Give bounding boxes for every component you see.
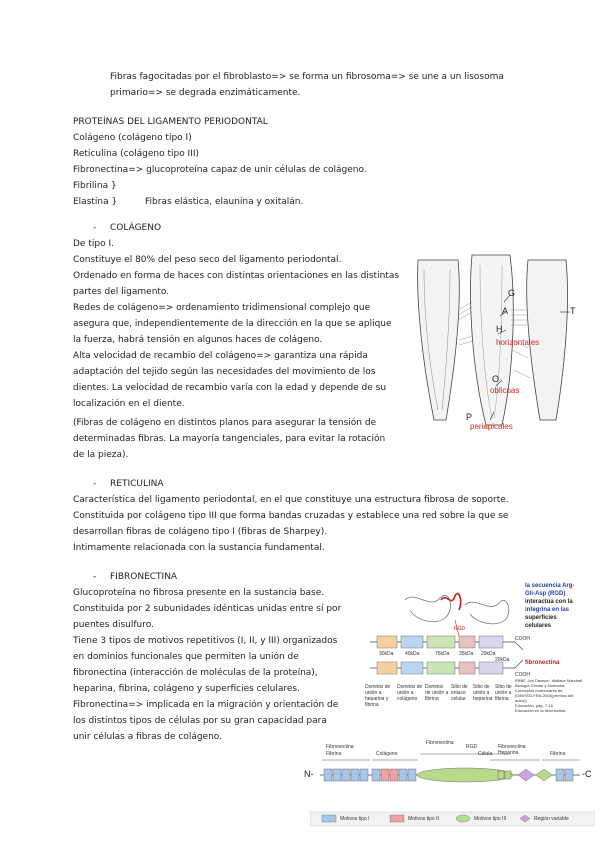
reticulin-bullet: -: [93, 479, 97, 489]
fibronectin-line: Fibronectina=> implicada en la migración y orientación de: [73, 700, 339, 710]
collagen-line: la fuerza, habrá tensión en algunos haces de colágeno.: [73, 335, 323, 345]
c-terminus: -C: [582, 769, 592, 779]
collagen-line: asegura que, independientemente de la dirección en la que se aplique: [73, 319, 392, 329]
fibronectin-line: Tiene 3 tipos de motivos repetitivos (I, II, y III) organizados: [73, 636, 338, 646]
collagen-line: De tipo I.: [73, 239, 114, 249]
cooh-label: COOH: [515, 636, 530, 642]
top-label: Fibronectina: [498, 744, 526, 750]
label-o: O: [492, 374, 500, 384]
top-label: Colágeno: [376, 751, 398, 757]
top-label: Célula: [478, 751, 493, 757]
proteins-heading: PROTEÍNAS DEL LIGAMENTO PERIODONTAL: [73, 117, 268, 127]
domain-caption: Dominio de unión a colágeno: [397, 684, 423, 702]
legend-type3: Motivos tipo III: [474, 816, 507, 822]
collagen-note: de la pieza).: [73, 450, 129, 460]
fibronectin-line: unir células a fibras de colágeno.: [73, 732, 222, 742]
kda-label: 35kDa: [459, 651, 474, 657]
kda-label: 40kDa: [405, 651, 420, 657]
collagen-line: dientes. La velocidad de recambio varía con la edad y depende de su: [73, 383, 387, 393]
collagen-heading: COLÁGENO: [110, 223, 162, 233]
periodontal-fibers-figure: [410, 240, 580, 440]
legend-variable: Región variable: [534, 816, 569, 822]
fibronectin-line: Constituida por 2 subunidades idénticas unidas entre sí por: [73, 604, 342, 614]
rgd-note: la secuencia Arg- Gli-Asp (RGD) interactúa con la integrina en las superficies celulares: [525, 583, 575, 629]
fibronectin-line: heparina, fibrina, colágeno y superficies celulares.: [73, 684, 300, 694]
legend-type2: Motivos tipo II: [408, 816, 439, 822]
collagen-line: localización en el diente.: [73, 399, 185, 409]
domain-caption: Sitio de unión a fibrina: [495, 684, 512, 702]
collagen-line: partes del ligamento.: [73, 287, 170, 297]
reticulin-line: Característica del ligamento periodontal, en el que constituye una estructura fibrosa de soporte.: [73, 495, 509, 505]
protein-item: Fibronectina=> glucoproteína capaz de unir células de colágeno.: [73, 165, 367, 175]
source-note: ERBF, Jon Dawson, Wallace Marshall Biología Celular y Molecular Conceptos moleculares de (OMITED-FEB-2015(permiso del autor)) Educación, pág. 7-16 Educación en la fibronectina: [515, 678, 582, 713]
top-label: Fibronectina: [326, 744, 354, 750]
protein-item: Colágeno (colágeno tipo I): [73, 133, 192, 143]
domain-caption: Sitio de unión a heparina: [473, 684, 493, 702]
collagen-note: determinadas fibras. La mayoría tangenciales, para evitar la rotación: [73, 434, 386, 444]
intro-line-2: primario=> se degrada enzimáticamente.: [110, 88, 301, 98]
fibronectin-line: en dominios funcionales que permiten la unión de: [73, 652, 299, 662]
elastic-note: Fibras elástica, elaunina y oxitalán.: [145, 197, 304, 207]
collagen-note: (Fibras de colágeno en distintos planos para asegurar la tensión de: [73, 418, 377, 428]
fibronectin-domain-diagram: [304, 740, 595, 830]
label-a: A: [502, 306, 509, 316]
label-t: T: [570, 306, 576, 316]
protein-item: Elastina }: [73, 197, 118, 207]
kda-label: 30kDa: [379, 651, 394, 657]
label-oblicuas: oblicuas: [490, 386, 520, 395]
top-label: Heparina: [498, 750, 519, 756]
cooh-label: COOH: [515, 672, 530, 678]
top-label: RGD: [466, 744, 478, 750]
collagen-line: adaptación del tejido según las necesidades del movimiento de los: [73, 367, 376, 377]
domain-caption: Dominio de unión a fibrina: [425, 684, 449, 702]
top-label: Fibronectina: [426, 740, 454, 746]
top-label: Fibrina: [326, 751, 342, 757]
reticulin-line: Íntimamente relacionada con la sustancia fundamental.: [73, 543, 325, 553]
fibronectin-line: puentes disulfuro.: [73, 620, 154, 630]
protein-item: Reticulina (colágeno tipo III): [73, 149, 200, 159]
legend-type1: Motivos tipo I: [340, 816, 370, 822]
fibronectin-structure-figure: [355, 580, 585, 730]
reticulin-line: Constituida por colágeno tipo III que forma bandas cruzadas y establece una red sobre la que se: [73, 511, 509, 521]
label-periapicales: periapicales: [470, 422, 513, 431]
fibronectin-line: los distintos tipos de células por su gran capacidad para: [73, 716, 327, 726]
domain-caption: Dominio de unión a heparina y fibrina: [365, 684, 391, 708]
tooth-illustration: [410, 240, 580, 440]
reticulin-heading: RETICULINA: [110, 479, 164, 489]
fibronectin-line: Glucoproteína no fibrosa presente en la sustancia base.: [73, 588, 325, 598]
label-horizontales: horizontales: [496, 338, 540, 347]
kda-label: 20kDa: [495, 657, 510, 663]
collagen-line: Redes de colágeno=> ordenamiento tridimensional complejo que: [73, 303, 371, 313]
fibronectin-line: fibronectina (interacción de moléculas de la proteína),: [73, 668, 318, 678]
kda-label: 29kDa: [481, 651, 496, 657]
rgd-tag: RGD: [454, 626, 466, 632]
reticulin-line: desarrollan fibras de colágeno tipo I (fibras de Sharpey).: [73, 527, 328, 537]
collagen-line: Alta velocidad de recambio del colágeno=> garantiza una rápida: [73, 351, 368, 361]
intro-line-1: Fibras fagocitadas por el fibroblasto=> se forma un fibrosoma=> se une a un lisosoma: [110, 72, 504, 82]
label-g: G: [508, 288, 516, 298]
label-p: P: [466, 412, 473, 422]
collagen-line: Constituye el 80% del peso seco del ligamento periodontal.: [73, 255, 342, 265]
protein-item: Fibrilina }: [73, 181, 117, 191]
domain-caption: Sitio de enlace celular: [451, 684, 468, 702]
fibronectina-label: fibronectina: [525, 660, 560, 666]
fibronectin-bullet: -: [93, 572, 97, 582]
n-terminus: N-: [304, 769, 314, 779]
top-label: Fibrina: [550, 751, 566, 757]
kda-label: 75kDa: [435, 651, 450, 657]
collagen-body: [73, 239, 403, 410]
collagen-line: Ordenado en forma de haces con distintas orientaciones en las distintas: [73, 271, 400, 281]
collagen-bullet: -: [93, 223, 97, 233]
label-h: H: [496, 324, 503, 334]
fibronectin-heading: FIBRONECTINA: [110, 572, 178, 582]
